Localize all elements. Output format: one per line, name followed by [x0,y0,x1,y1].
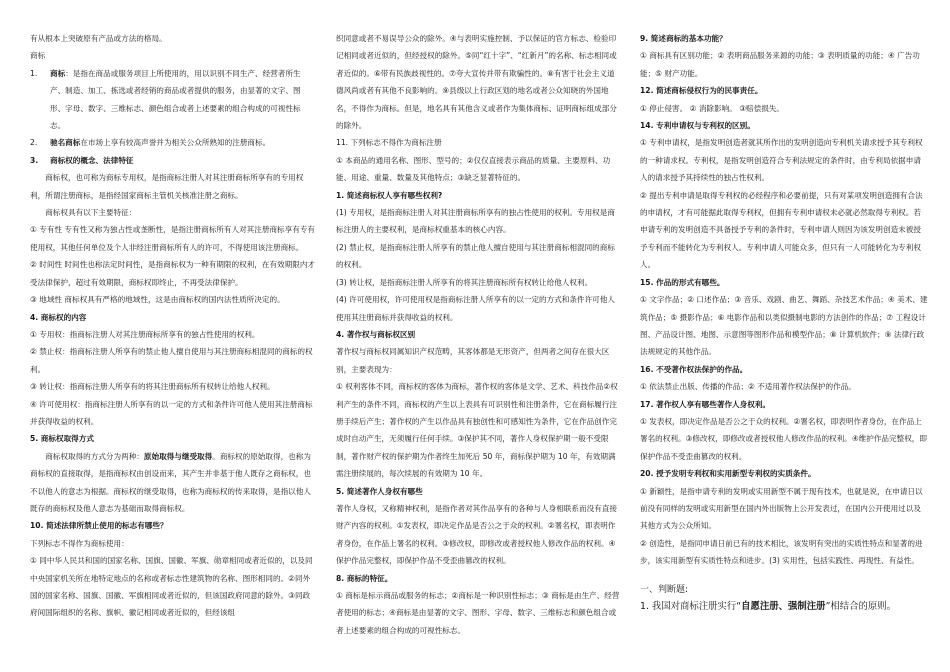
paragraph: ② 创造性，是指同申请日前已有的技术相比，该发明有突出的实质性特点和显著的进步，该实用新型有实质性特点和进步。(3) 实用性，包括实践性、再现性、有益性。 [640,538,923,566]
question-heading: 14. 专利申请权与专利权的区别。 [640,121,755,131]
question-heading: 12. 简述商标侵权行为的民事责任。 [640,86,763,96]
paragraph: ② 时间性 时间性也称法定时间性，是指商标权为一种有期限的权利，在有效期限内才受法律保护，超过有效期限，商标权即终止，不再受法律保护。 [30,260,316,287]
item-number: 2. [30,138,38,148]
paragraph: ② 提出专利申请是取得专利权的必经程序和必要前提，只有对某项发明创造拥有合法的申请权，才有可能据此取得专利权，但拥有专利申请权未必就必然取得专利权。若申请专利的发明创造不具备授予专利的条件时，专利申请人则因为该发明创造未被授予专利而不能转化为专利权人。专利申请人可能众多，但只有一人可能转化为专利权人。 [640,190,923,270]
paragraph: ③ 地域性 商标权具有严格的地域性，这是由商标权的国内法性质所决定的。 [30,295,285,305]
paragraph: 下列标志不得作为商标使用： [30,538,129,548]
question-heading: 20. 授予发明专利权和实用新型专利权的实质条件。 [640,469,816,479]
paragraph: ③ 转让权：指商标注册人所享有的将其注册商标所有权转让给他人权利。 [30,382,275,392]
question-heading: 9. 简述商标的基本功能？ [640,34,727,43]
column-right [640,30,928,614]
paragraph: ① 专利申请权，是指发明创造者就其所作出的发明创造向专利机关请求授予其专利权的一种请求权。专利权，是指发明创造符合专利法规定的条件时，由专利局依据申请人的请求授予其持续性的独占性权利。 [640,138,923,183]
term: 驰名商标 [50,138,81,148]
paragraph: (2) 禁止权，是指商标注册人所享有的禁止他人擅自使用与其注册商标相混同的商标的权利。 [336,242,615,270]
column-left [30,30,315,622]
question-heading: 15. 作品的形式有哪些。 [640,277,725,287]
paragraph: ④ 许可使用权：指商标注册人所享有的以一定的方式和条件许可他人使用其注册商标并获得收益的权利。 [30,399,313,426]
paragraph: ① 商标是标示商品或服务的标志；②商标是一种识别性标志；③ 商标是由生产、经营者使用的标志；④商标是由显著的文字、图形、字母、数字、三维标志和颜色组合或者上述要素的组合构成的可视性标志。 [336,591,620,635]
question-heading: 4. 著作权与商标权区别 [336,329,416,339]
paragraph: 著作人身权，又称精神权利，是指作者对其作品享有的各种与人身相联系而没有直接财产内容的权利。①发表权，即决定作品是否公之于众的权利。②署名权，即表明作者身份，在作品上署名的权利。③修改权，即修改或者授权他人修改作品的权利。④保护作品完整权，即保护作品不受歪曲篡改的权利。 [336,503,617,566]
question-heading: 1. 简述商标权人享有哪些权利? [336,190,443,200]
paragraph: 商标权取得的方式分为两种：原始取得与继受取得。商标权的原始取得，也称为商标权的直接取得，是指商标权由创设而来，其产生并非基于他人既存之商标权，也不以他人的意志为根据。商标权的继受取得，也称为商标权的传来取得，是指以他人既存的商标权及他人意志为基础而取得商标权。 [30,451,311,513]
question-heading: 5. 简述著作人身权有哪些 [336,486,423,496]
paragraph: (1) 专用权，是指商标注册人对其注册商标所享有的独占性使用的权利。专用权是商标注册人的主要权利，是商标权重基本的核心内容。 [336,208,615,235]
heading-trademark-right-concept: 3. 商标权的概念、法律特征 [30,152,315,169]
heading: 11. 下列标志不得作为商标注册 [336,138,442,148]
paragraph: ① 文字作品；② 口述作品；③ 音乐、戏剧、曲艺、舞蹈、杂技艺术作品；④ 美术、建筑作品；⑤ 摄影作品；⑥ 电影作品和以类似摄制电影的方法创作的作品；⑦ 工程设计图、产品设计图、地图、示意图等图形作品和模型作品；⑧ 计算机软件；⑨ 法律行政法规规定的其他作品。 [640,295,928,357]
term: 商标 [50,68,66,78]
paragraph: ① 专用权：指商标注册人对其注册商标所享有的独占性使用的权利。 [30,329,260,339]
emphasis: 自愿注册、强制注册 [741,601,826,612]
question-heading: 17. 著作权人享有哪些著作人身权利。 [640,399,771,409]
judgement-question: 1. 我国对商标注册实行“自愿注册、强制注册”相结合的原则。 [640,601,897,612]
paragraph: ② 禁止权：指商标注册人所享有的禁止他人擅自使用与其注册商标相混同的商标的权利。 [30,347,313,374]
paragraph: ① 发表权，即决定作品是否公之于众的权利。②署名权，即表明作者身份，在作品上署名的权利。③修改权，即修改或者授权他人修改作品的权利。④维护作品完整权，即保护作品不受歪曲篡改的权利。 [640,416,927,461]
paragraph: ① 专有性 专有性又称为独占性或垄断性，是指注册商标所有人对其注册商标享有专有使用权，其他任何单位及个人非经注册商标所有人的许可，不得使用该注册商标。 [30,225,316,252]
paragraph: ① 本商品的通用名称、图形、型号的；②仅仅直接表示商品的质量、主要原料、功能、用途、重量、数量及其他特点；③缺乏显著特征的。 [336,155,611,183]
heading: 5. 商标权取得方式 [30,434,94,444]
paragraph: 有从根本上突破原有产品或方法的格局。 [30,34,167,43]
question-heading: 10. 简述法律所禁止使用的标志有哪些？ [30,521,168,531]
definition: 在市场上享有较高声誉并为相关公众所熟知的注册商标。 [80,138,271,148]
paragraph: 商标权，也可称为商标专用权，是指商标注册人对其注册商标所享有的专用权利，所谓注册商标，是指经国家商标主管机关核准注册之商标。 [30,173,304,200]
heading: 4. 商标权的内容 [30,312,87,322]
paragraph: ① 商标具有区别功能；② 表明商品服务来源的功能；③ 表明质量的功能；④ 广告功能；⑤ 财产功能。 [640,51,920,78]
definition: ：是指在商品或服务项目上所使用的，用以识别不同生产、经营者所生产、制造、加工、拣选或者经销的商品或者提供的服务，由显著的文字、图形、字母、数字、三维标志、颜色组合或者上述要素的组合构成的可视性标志。 [50,68,301,131]
question-heading: 16. 不受著作权法保护的作品。 [640,364,748,374]
item-number: 1. [30,68,38,78]
emphasis: 原始取得与继受取得 [143,451,213,461]
column-middle [336,30,620,639]
paragraph: 织同意或者不易误导公众的除外。④与表明实施控制、予以保证的官方标志、检验印记相同或者近似的，但经授权的除外。⑤同“红十字”、“红新月”的名称、标志相同或者近似的。⑥带有民族歧视性的。⑦夸大宣传并带有欺骗性的。⑧有害于社会主义道德风尚或者有其他不良影响的。⑨县级以上行政区划的地名或者公众知晓的外国地名，不得作为商标。但是，地名具有其他含义或者作为集体商标、证明商标组成部分的除外。 [336,34,617,131]
paragraph: ① 停止侵害。 ② 消除影响。 ③赔偿损失。 [640,103,784,113]
section-heading: 商标 [30,51,46,61]
section-title-judgement: 一、判断题: [640,584,689,595]
question-heading: 8. 商标的特征。 [336,573,393,583]
paragraph: (4) 许可使用权，许可使用权是指商标注册人所享有的以一定的方式和条件许可他人使用其注册商标并获得收益的权利。 [336,295,615,322]
list-item-trademark [30,65,315,135]
paragraph: ① 依法禁止出版、传播的作品；② 不适用著作权法保护的作品。 [640,382,856,392]
list-item-famous-trademark [30,134,315,151]
item-number: 3. [30,155,39,165]
paragraph: (3) 转让权，是指商标注册人所享有的将其注册商标所有权转让给他人权利。 [336,277,593,287]
paragraph: ① 新颖性，是指申请专利的发明或实用新型不属于现有技术，也就是说，在申请日以前没有同样的发明或实用新型在国内外出版物上公开发表过，在国内公开使用过以及其他方式为公众所知。 [640,486,923,531]
paragraph: ① 同中华人民共和国的国家名称、国旗、国徽、军旗、勋章相同或者近似的，以及同中央国家机关所在地特定地点的名称或者标志性建筑物的名称、图形相同的。②同外国的国家名称、国旗、国徽、军旗相同或者近似的，但该国政府同意的除外。③同政府间国际组织的名称、旗帜、徽记相同或者近似的，但经该组 [30,556,313,618]
paragraph: 商标权具有以下主要特征： [45,208,137,218]
paragraph: 著作权与商标权同属知识产权范畴，其客体都是无形资产，但两者之间存在很大区别，主要表现为： [336,347,610,374]
paragraph: ① 权利客体不同，商标权的客体为商标，著作权的客体是文学、艺术、科技作品②权利产生的条件不同，商标权的产生以上表具有可识别性和注册条件，它在商标履行注册手续后产生；著作权的产生以作品具有独创性和可感知性为条件，它在作品创作完成时自动产生，无须履行任何手续。③保护其不同，著作人身权保护期一般不受限制，著作财产权的保护期为作者终生加死后 50 年，商标保护期为 10 年，有效期满需注册续展的，每次续展的有效期为 10 年。 [336,382,618,479]
